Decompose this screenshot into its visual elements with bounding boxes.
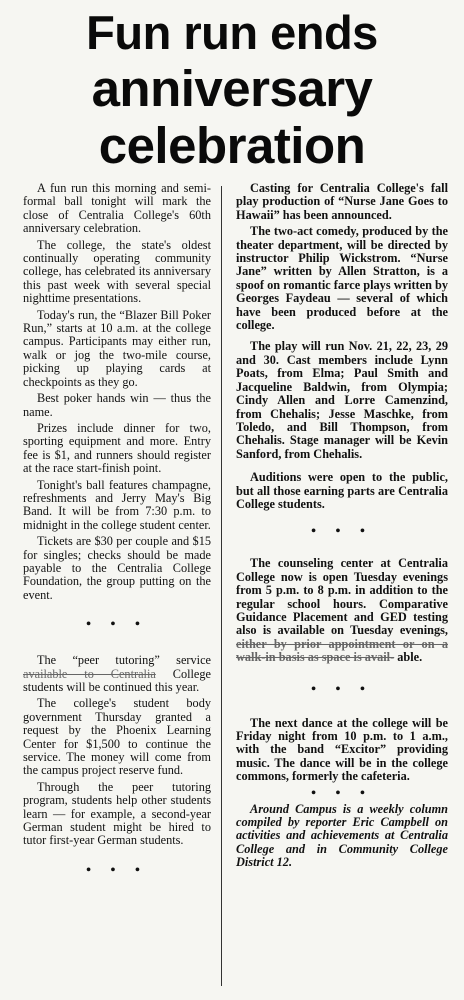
column-credit: Around Campus is a weekly column compiled by reporter Eric Campbell on activities and achievements at Centralia College and in Community College District 12.	[236, 801, 448, 870]
tutoring-text-2: College students will be continued this year.	[23, 666, 211, 694]
tutoring-text-1: The “peer tutoring” service	[37, 653, 211, 668]
counseling-smudged-text: either by prior appointment or on a walk-in basis as space is avail-	[236, 636, 448, 665]
fun-run-paragraph-1: A fun run this morning and semi-formal ball tonight will mark the close of Centralia College's 60th anniversary celebration.	[23, 181, 211, 236]
left-column	[23, 182, 211, 878]
tutoring-paragraph-3: Through the peer tutoring program, students help other students learn — for example, a second-year German student might be hired to tutor first-year German students.	[23, 779, 211, 848]
play-paragraph-2: The two-act comedy, produced by the theater department, will be directed by instructor Philip Wickstrom. “Nurse Jane” written by Allen Stratton, is a spoof on romantic farce plays written by Georges Faydeau — several of which have been produced before at the college.	[236, 224, 448, 333]
right-column	[236, 182, 448, 873]
counseling-text-end: able.	[397, 650, 423, 665]
ball-paragraph-1: Tonight's ball features champagne, refreshments and Jerry May's Big Band. It will be from 7:30 p.m. to midnight in the college student center.	[23, 477, 211, 532]
headline-line-1: Fun run ends	[86, 6, 378, 59]
section-divider: • • •	[311, 524, 373, 540]
fun-run-paragraph-4: Best poker hands win — thus the name.	[23, 391, 211, 419]
play-paragraph-4: Auditions were open to the public, but all those earning parts are Centralia College students.	[236, 470, 448, 511]
dance-paragraph: The next dance at the college will be Friday night from 10 p.m. to 1 a.m., with the band “Excitor” providing music. The dance will be in the college commons, formerly the cafeteria.	[236, 715, 448, 784]
headline	[0, 0, 464, 178]
play-paragraph-1: Casting for Centralia College's fall play production of “Nurse Jane Goes to Hawaii” has been announced.	[236, 181, 448, 222]
section-divider: • • •	[86, 862, 148, 878]
fun-run-paragraph-2: The college, the state's oldest continually operating community college, has celebrated its anniversary this past week with several special nighttime presentations.	[23, 237, 211, 306]
tutoring-smudged-text: available to Centralia	[23, 666, 156, 681]
column-rule	[221, 186, 222, 986]
ball-paragraph-2: Tickets are $30 per couple and $15 for singles; checks should be made payable to the Centralia College Foundation, the group putting on the event.	[23, 534, 211, 602]
counseling-text: The counseling center at Centralia College now is open Tuesday evenings from 5 p.m. to 8 p.m. in addition to the regular school hours. Comparative Guidance Placement and GED testing also is available on Tuesday evenings,	[236, 556, 448, 638]
section-divider: • • •	[86, 617, 148, 633]
headline-line-3: celebration	[98, 117, 366, 174]
play-paragraph-3: The play will run Nov. 21, 22, 23, 29 and 30. Cast members include Lynn Poats, from Elma; Paul Smith and Jacqueline Baldwin, from Olympia; Cindy Allen and Lorre Camenzind, from Chehalis; Jesse Maschke, from Toledo, and Bill Thompson, from Chehalis. Stage manager will be Kevin Sanford, from Chehalis.	[236, 339, 448, 461]
section-divider: • • •	[311, 785, 373, 801]
tutoring-paragraph-2: The college's student body government Thursday granted a request by the Phoenix Learning Center for $1,500 to continue the service. The money will come from the campus project reserve fund.	[23, 696, 211, 778]
section-divider: • • •	[311, 681, 373, 697]
headline-line-2: anniversary	[91, 60, 373, 117]
fun-run-paragraph-3: Today's run, the “Blazer Bill Poker Run,” starts at 10 a.m. at the college campus. Participants may either run, walk or jog the two-mile course, picking up playing cards at checkpoints as they go.	[23, 307, 211, 389]
tutoring-paragraph-1	[23, 654, 211, 694]
counseling-paragraph	[236, 557, 448, 664]
fun-run-paragraph-5: Prizes include dinner for two, sporting equipment and more. Entry fee is $1, and runners should register at the race start-finish point.	[23, 420, 211, 476]
